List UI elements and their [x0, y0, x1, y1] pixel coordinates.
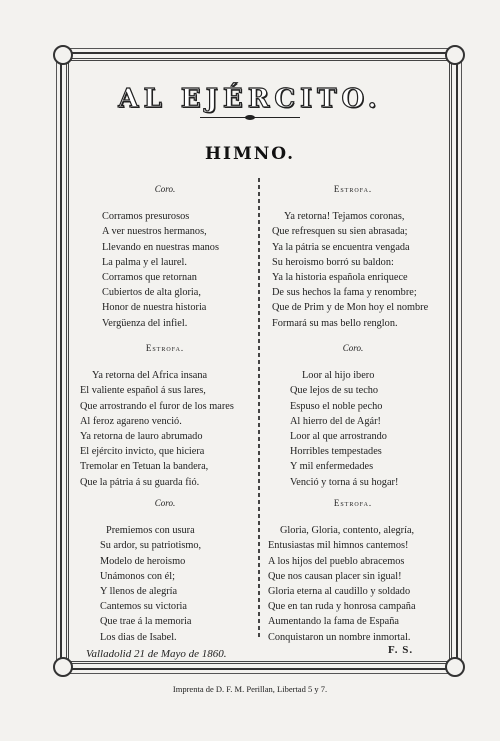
verse-line: Al hierro del de Agár!: [290, 415, 381, 427]
author-initials: F. S.: [388, 644, 414, 656]
verse-line: Al feroz agareno venció.: [80, 415, 182, 427]
verse-line: Que arrostrando el furor de los mares: [80, 400, 234, 412]
verse-line: Gloria eterna al caudillo y soldado: [268, 586, 411, 598]
date-line: Valladolid 21 de Mayo de 1860.: [86, 648, 227, 660]
stanza-coro-3: [80, 496, 250, 645]
stanza-heading: Coro.: [154, 498, 176, 508]
verse-line: Y mil enfermedades: [290, 461, 374, 473]
verse-line: La palma y el laurel.: [102, 256, 187, 268]
column-divider: [258, 178, 260, 638]
verse-line: Unámonos con él;: [100, 570, 175, 582]
verse-line: Llevando en nuestras manos: [102, 241, 219, 253]
corner-ornament-icon: [445, 45, 465, 65]
stanza-estrofa-3: [268, 496, 438, 645]
verse-line: Vergüenza del infiel.: [102, 317, 188, 329]
stanza-coro-2: [268, 341, 438, 490]
stanza-heading: Estrofa.: [333, 498, 373, 508]
verse-line: El valiente español á sus lares,: [80, 385, 206, 397]
verse-line: Espuso el noble pecho: [290, 400, 383, 412]
verse-line: Ya retorna del Africa insana: [92, 370, 208, 382]
verse-line: Conquistaron un nombre inmortal.: [268, 631, 411, 643]
verse-line: Venció y torna á su hogar!: [290, 476, 399, 488]
verse-line: Honor de nuestra historia: [102, 302, 207, 314]
verse-line: Su heroismo borró su baldon:: [272, 256, 394, 268]
verse-line: Ya la historia española enriquece: [272, 272, 408, 284]
verse-line: Formará su mas bello renglon.: [272, 317, 398, 329]
verse-line: Que en tan ruda y honrosa campaña: [268, 601, 416, 613]
verse-line: Que de Prim y de Mon hoy el nombre: [272, 302, 429, 314]
verse-line: El ejército invicto, que hiciera: [80, 446, 205, 458]
stanza-coro-1: [80, 182, 250, 331]
verse-line: Cubiertos de alta gloria,: [102, 287, 201, 299]
verse-line: A ver nuestros hermanos,: [102, 226, 207, 238]
verse-line: De sus hechos la fama y renombre;: [272, 287, 417, 299]
verse-line: Corramos presurosos: [102, 211, 190, 223]
verse-line: Loor al hijo ibero: [302, 370, 375, 382]
title-rule: [200, 117, 300, 118]
verse-line: Aumentando la fama de España: [268, 616, 399, 628]
verse-line: Y llenos de alegría: [100, 586, 178, 598]
stanza-estrofa-2: [80, 341, 250, 490]
verse-line: Tremolar en Tetuan la bandera,: [80, 461, 209, 473]
stanza-heading: Estrofa.: [333, 184, 373, 194]
stanza-heading: Coro.: [154, 184, 176, 194]
verse-line: Que nos causan placer sin igual!: [268, 570, 402, 582]
verse-line: Ya retorna! Tejamos coronas,: [284, 211, 405, 223]
verse-line: Ya retorna de lauro abrumado: [80, 431, 203, 443]
verse-line: A los hijos del pueblo abracemos: [268, 555, 405, 567]
corner-ornament-icon: [445, 657, 465, 677]
verse-line: Ya la pátria se encuentra vengada: [272, 241, 410, 253]
stanza-heading: Estrofa.: [145, 343, 185, 353]
verse-line: Premiemos con usura: [106, 525, 195, 537]
subtitle: HIMNO.: [204, 144, 296, 164]
verse-line: Gloria, Gloria, contento, alegría,: [280, 525, 415, 537]
verse-line: Loor al que arrostrando: [290, 431, 387, 443]
page-title: AL EJÉRCITO.: [118, 84, 382, 114]
stanza-heading: Coro.: [342, 343, 364, 353]
verse-line: Corramos que retornan: [102, 272, 197, 284]
verse-line: Que trae á la memoria: [100, 616, 192, 628]
verse-line: Cantemos su victoria: [100, 601, 187, 613]
verse-line: Que refresquen su sien abrasada;: [272, 226, 408, 238]
verse-line: Entusiastas mil himnos cantemos!: [268, 540, 409, 552]
corner-ornament-icon: [53, 657, 73, 677]
verse-line: Que lejos de su techo: [290, 385, 379, 397]
verse-line: Los dias de Isabel.: [100, 631, 177, 643]
printer-imprint: Imprenta de D. F. M. Perillan, Libertad 5 y 7.: [172, 684, 328, 694]
verse-line: Su ardor, su patriotismo,: [100, 540, 202, 552]
stanza-estrofa-1: [268, 182, 438, 331]
verse-line: Modelo de heroismo: [100, 555, 186, 567]
verse-line: Que la pátria á su guarda fió.: [80, 476, 200, 488]
verse-line: Horribles tempestades: [290, 446, 382, 458]
corner-ornament-icon: [53, 45, 73, 65]
